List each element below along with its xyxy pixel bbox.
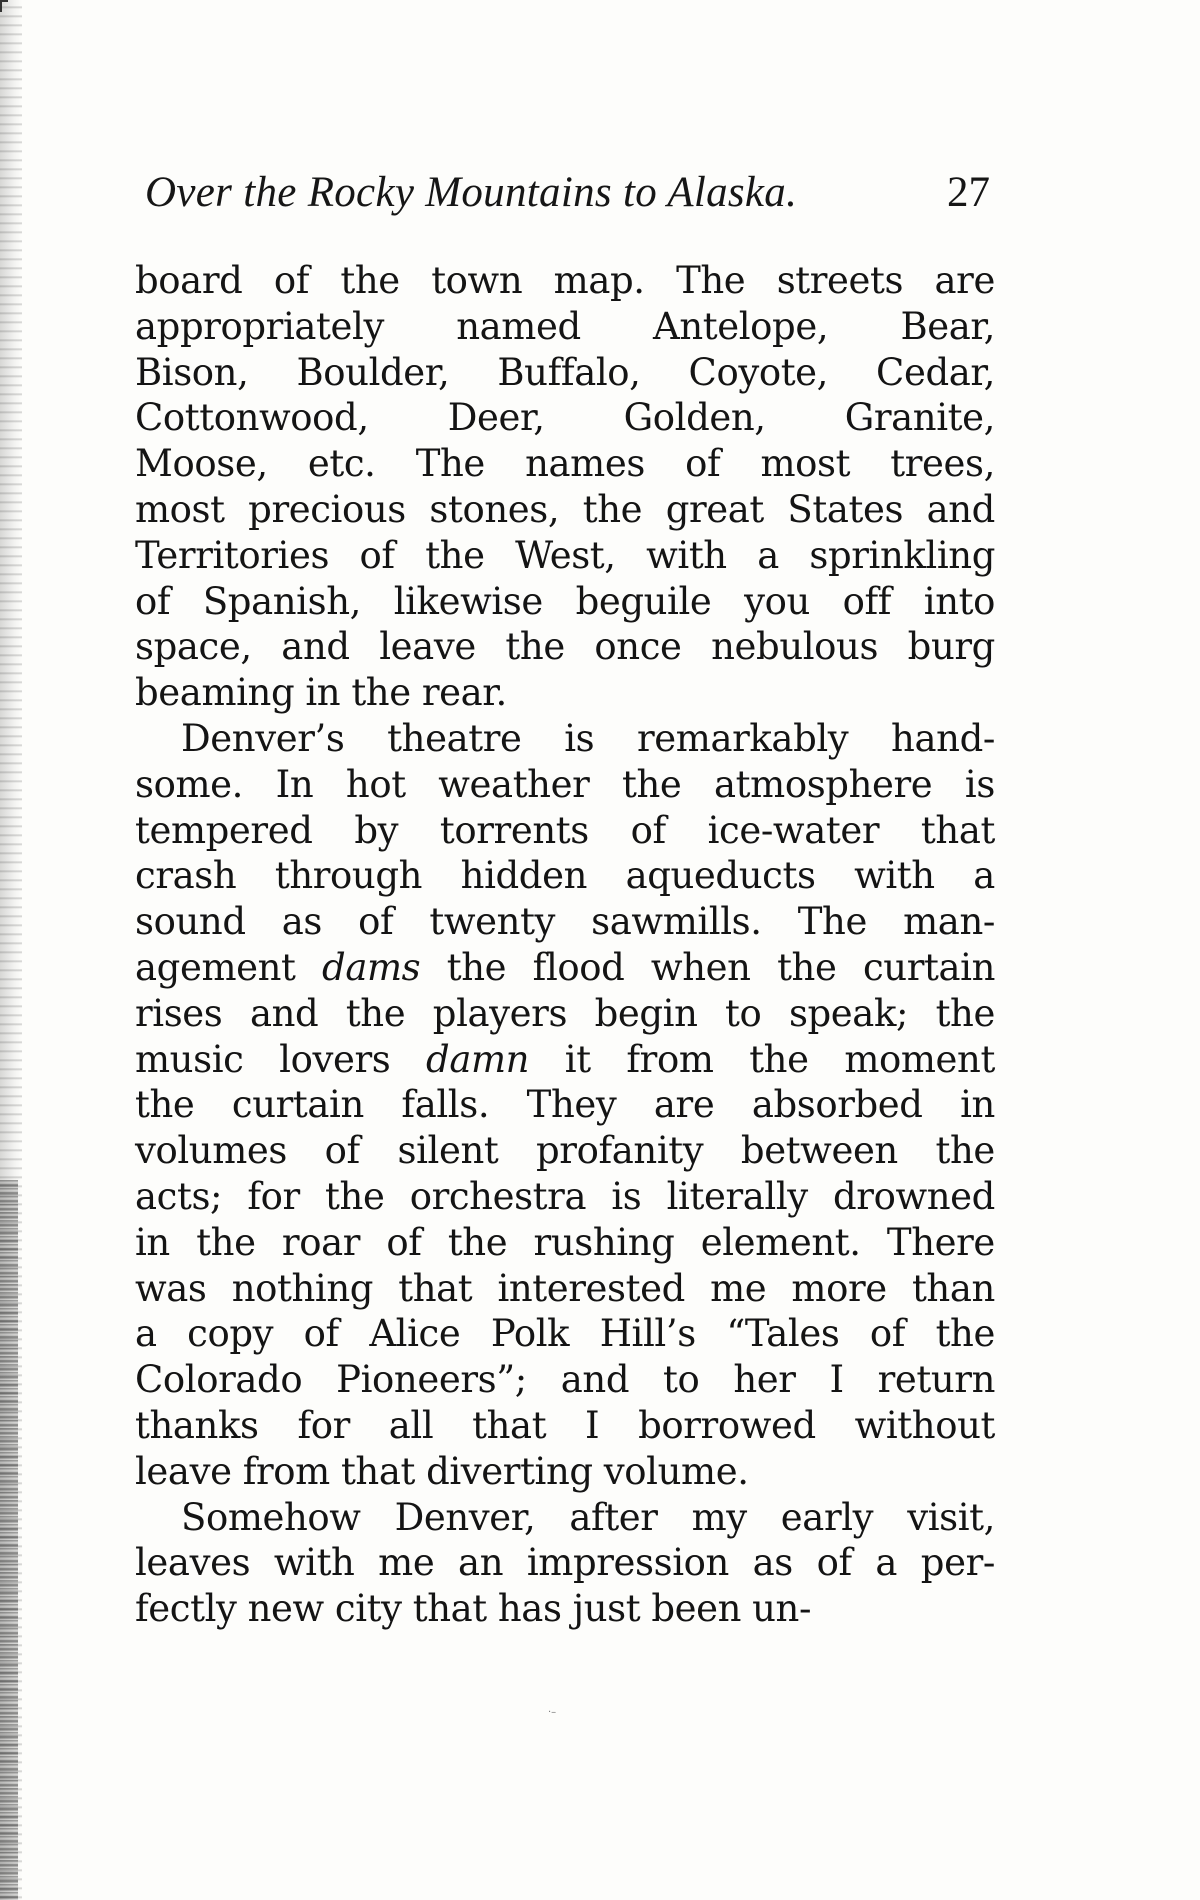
paragraph <box>135 258 995 716</box>
print-speck: ·– <box>548 1707 557 1718</box>
paragraph <box>135 1495 995 1632</box>
text-line: space, and leave the once nebulous burg <box>135 625 995 669</box>
text-line: was nothing that interested me more than <box>135 1266 995 1310</box>
text-line: Colorado Pioneers”; and to her I return <box>135 1358 995 1402</box>
body-text <box>135 258 995 1632</box>
paragraph <box>135 716 995 1495</box>
binding-gutter-dark-edge <box>0 1180 18 1900</box>
text-line: acts; for the orchestra is literally drowned <box>135 1174 995 1218</box>
text-line: a copy of Alice Polk Hill’s “Tales of the <box>135 1312 995 1356</box>
text-line: thanks for all that I borrowed without <box>135 1403 995 1447</box>
text-line: tempered by torrents of ice-water that <box>135 808 995 852</box>
text-line: leave from that diverting volume. <box>135 1449 749 1493</box>
text-line: most precious stones, the great States and <box>135 487 995 531</box>
text-line: board of the town map. The streets are <box>135 259 995 302</box>
page-number: 27 <box>947 169 990 216</box>
text-line: Somehow Denver, after my early visit, <box>181 1495 995 1539</box>
text-line: Moose, etc. The names of most trees, <box>135 442 995 486</box>
text-line: some. In hot weather the atmosphere is <box>135 762 995 806</box>
text-line: appropriately named Antelope, Bear, <box>135 304 995 348</box>
running-header <box>145 168 990 228</box>
text-line: music lovers damn it from the moment <box>135 1037 995 1081</box>
text-line: rises and the players begin to speak; the <box>135 991 995 1035</box>
text-line: sound as of twenty sawmills. The man- <box>135 900 995 944</box>
text-line: in the roar of the rushing element. There <box>135 1220 995 1264</box>
text-line: Territories of the West, with a sprinkling <box>135 533 995 577</box>
text-line: Cottonwood, Deer, Golden, Granite, <box>135 396 995 440</box>
text-line: Bison, Boulder, Buffalo, Coyote, Cedar, <box>135 350 995 394</box>
text-line: the curtain falls. They are absorbed in <box>135 1083 995 1127</box>
running-title: Over the Rocky Mountains to Alaska. <box>145 169 798 216</box>
text-line: Denver’s theatre is remarkably hand- <box>181 716 995 760</box>
text-line: crash through hidden aqueducts with a <box>135 854 995 898</box>
text-line: of Spanish, likewise beguile you off into <box>135 579 995 623</box>
text-line: beaming in the rear. <box>135 671 507 715</box>
text-line: volumes of silent profanity between the <box>135 1129 995 1173</box>
text-line: agement dams the flood when the curtain <box>135 945 995 989</box>
text-line: fectly new city that has just been un- <box>135 1587 812 1631</box>
scan-corner-mark <box>0 0 8 12</box>
text-line: leaves with me an impression as of a per- <box>135 1541 995 1585</box>
